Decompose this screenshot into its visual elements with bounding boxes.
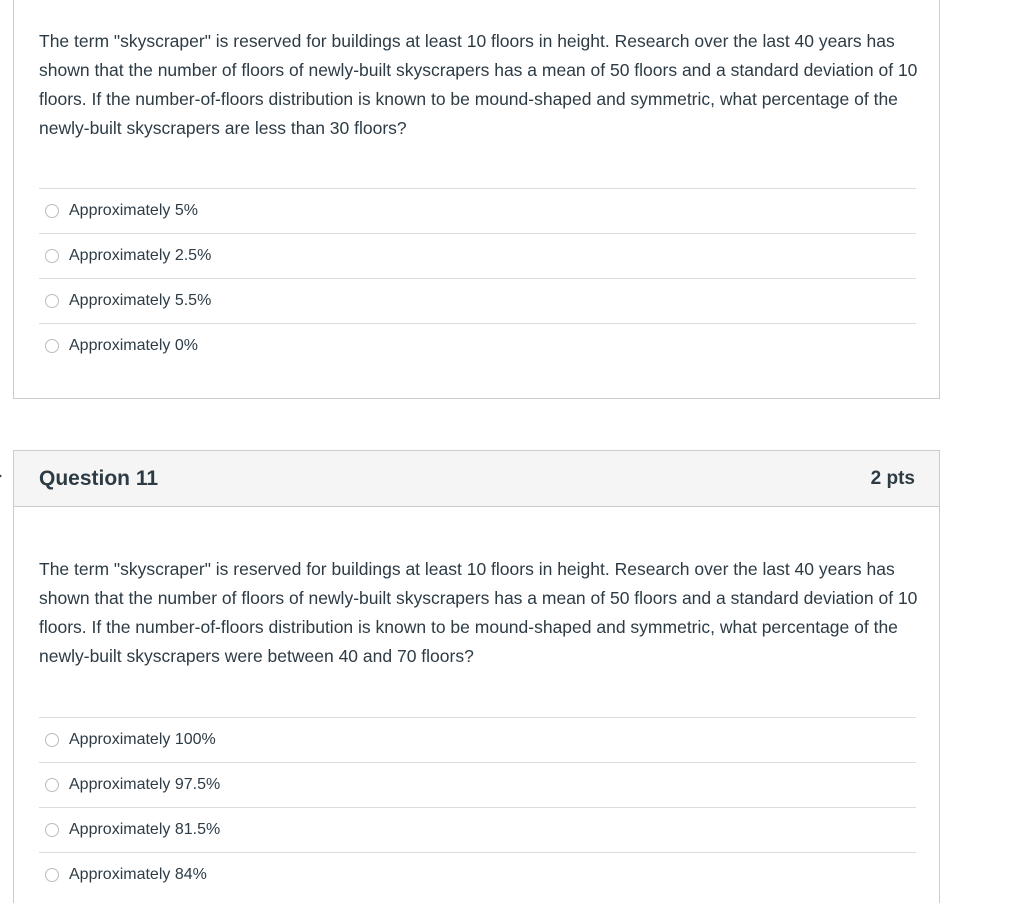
answer-option[interactable] — [39, 762, 916, 807]
question-header — [14, 451, 939, 507]
radio-button[interactable] — [45, 823, 59, 837]
radio-button[interactable] — [45, 294, 59, 308]
answer-label[interactable]: Approximately 97.5% — [69, 776, 221, 793]
answer-option[interactable] — [39, 323, 916, 368]
radio-button[interactable] — [45, 868, 59, 882]
question-10-card — [13, 0, 940, 399]
answer-label[interactable]: Approximately 100% — [69, 731, 216, 748]
answer-option[interactable] — [39, 852, 916, 897]
radio-button[interactable] — [45, 778, 59, 792]
question-points: 2 pts — [870, 467, 915, 489]
radio-button[interactable] — [45, 204, 59, 218]
answer-option[interactable] — [39, 717, 916, 762]
answer-label[interactable]: Approximately 0% — [69, 337, 198, 354]
question-text: The term "skyscraper" is reserved for buildings at least 10 floors in height. Research over the last 40 years has shown that the number of floors of newly-built skyscrapers has a mean of 50 floors and a standard deviation of 10 floors. If the number-of-floors distribution is known to be mound-shaped and symmetric, what percentage of the newly-built skyscrapers are less than 30 floors? — [39, 31, 918, 138]
radio-button[interactable] — [45, 733, 59, 747]
answer-label[interactable]: Approximately 5% — [69, 202, 198, 219]
answer-list — [39, 188, 916, 368]
answer-option[interactable] — [39, 188, 916, 233]
question-11-card — [13, 450, 940, 903]
answer-option[interactable] — [39, 278, 916, 323]
radio-button[interactable] — [45, 339, 59, 353]
answer-list — [39, 717, 916, 897]
answer-label[interactable]: Approximately 81.5% — [69, 821, 221, 838]
answer-label[interactable]: Approximately 5.5% — [69, 292, 212, 309]
current-question-arrow-icon — [0, 470, 4, 482]
question-text: The term "skyscraper" is reserved for buildings at least 10 floors in height. Research over the last 40 years has shown that the number of floors of newly-built skyscrapers has a mean of 50 floors and a standard deviation of 10 floors. If the number-of-floors distribution is known to be mound-shaped and symmetric, what percentage of the newly-built skyscrapers were between 40 and 70 floors? — [39, 559, 918, 666]
answer-label[interactable]: Approximately 84% — [69, 866, 207, 883]
answer-option[interactable] — [39, 807, 916, 852]
answer-label[interactable]: Approximately 2.5% — [69, 247, 212, 264]
question-title: Question 11 — [39, 466, 159, 490]
radio-button[interactable] — [45, 249, 59, 263]
answer-option[interactable] — [39, 233, 916, 278]
